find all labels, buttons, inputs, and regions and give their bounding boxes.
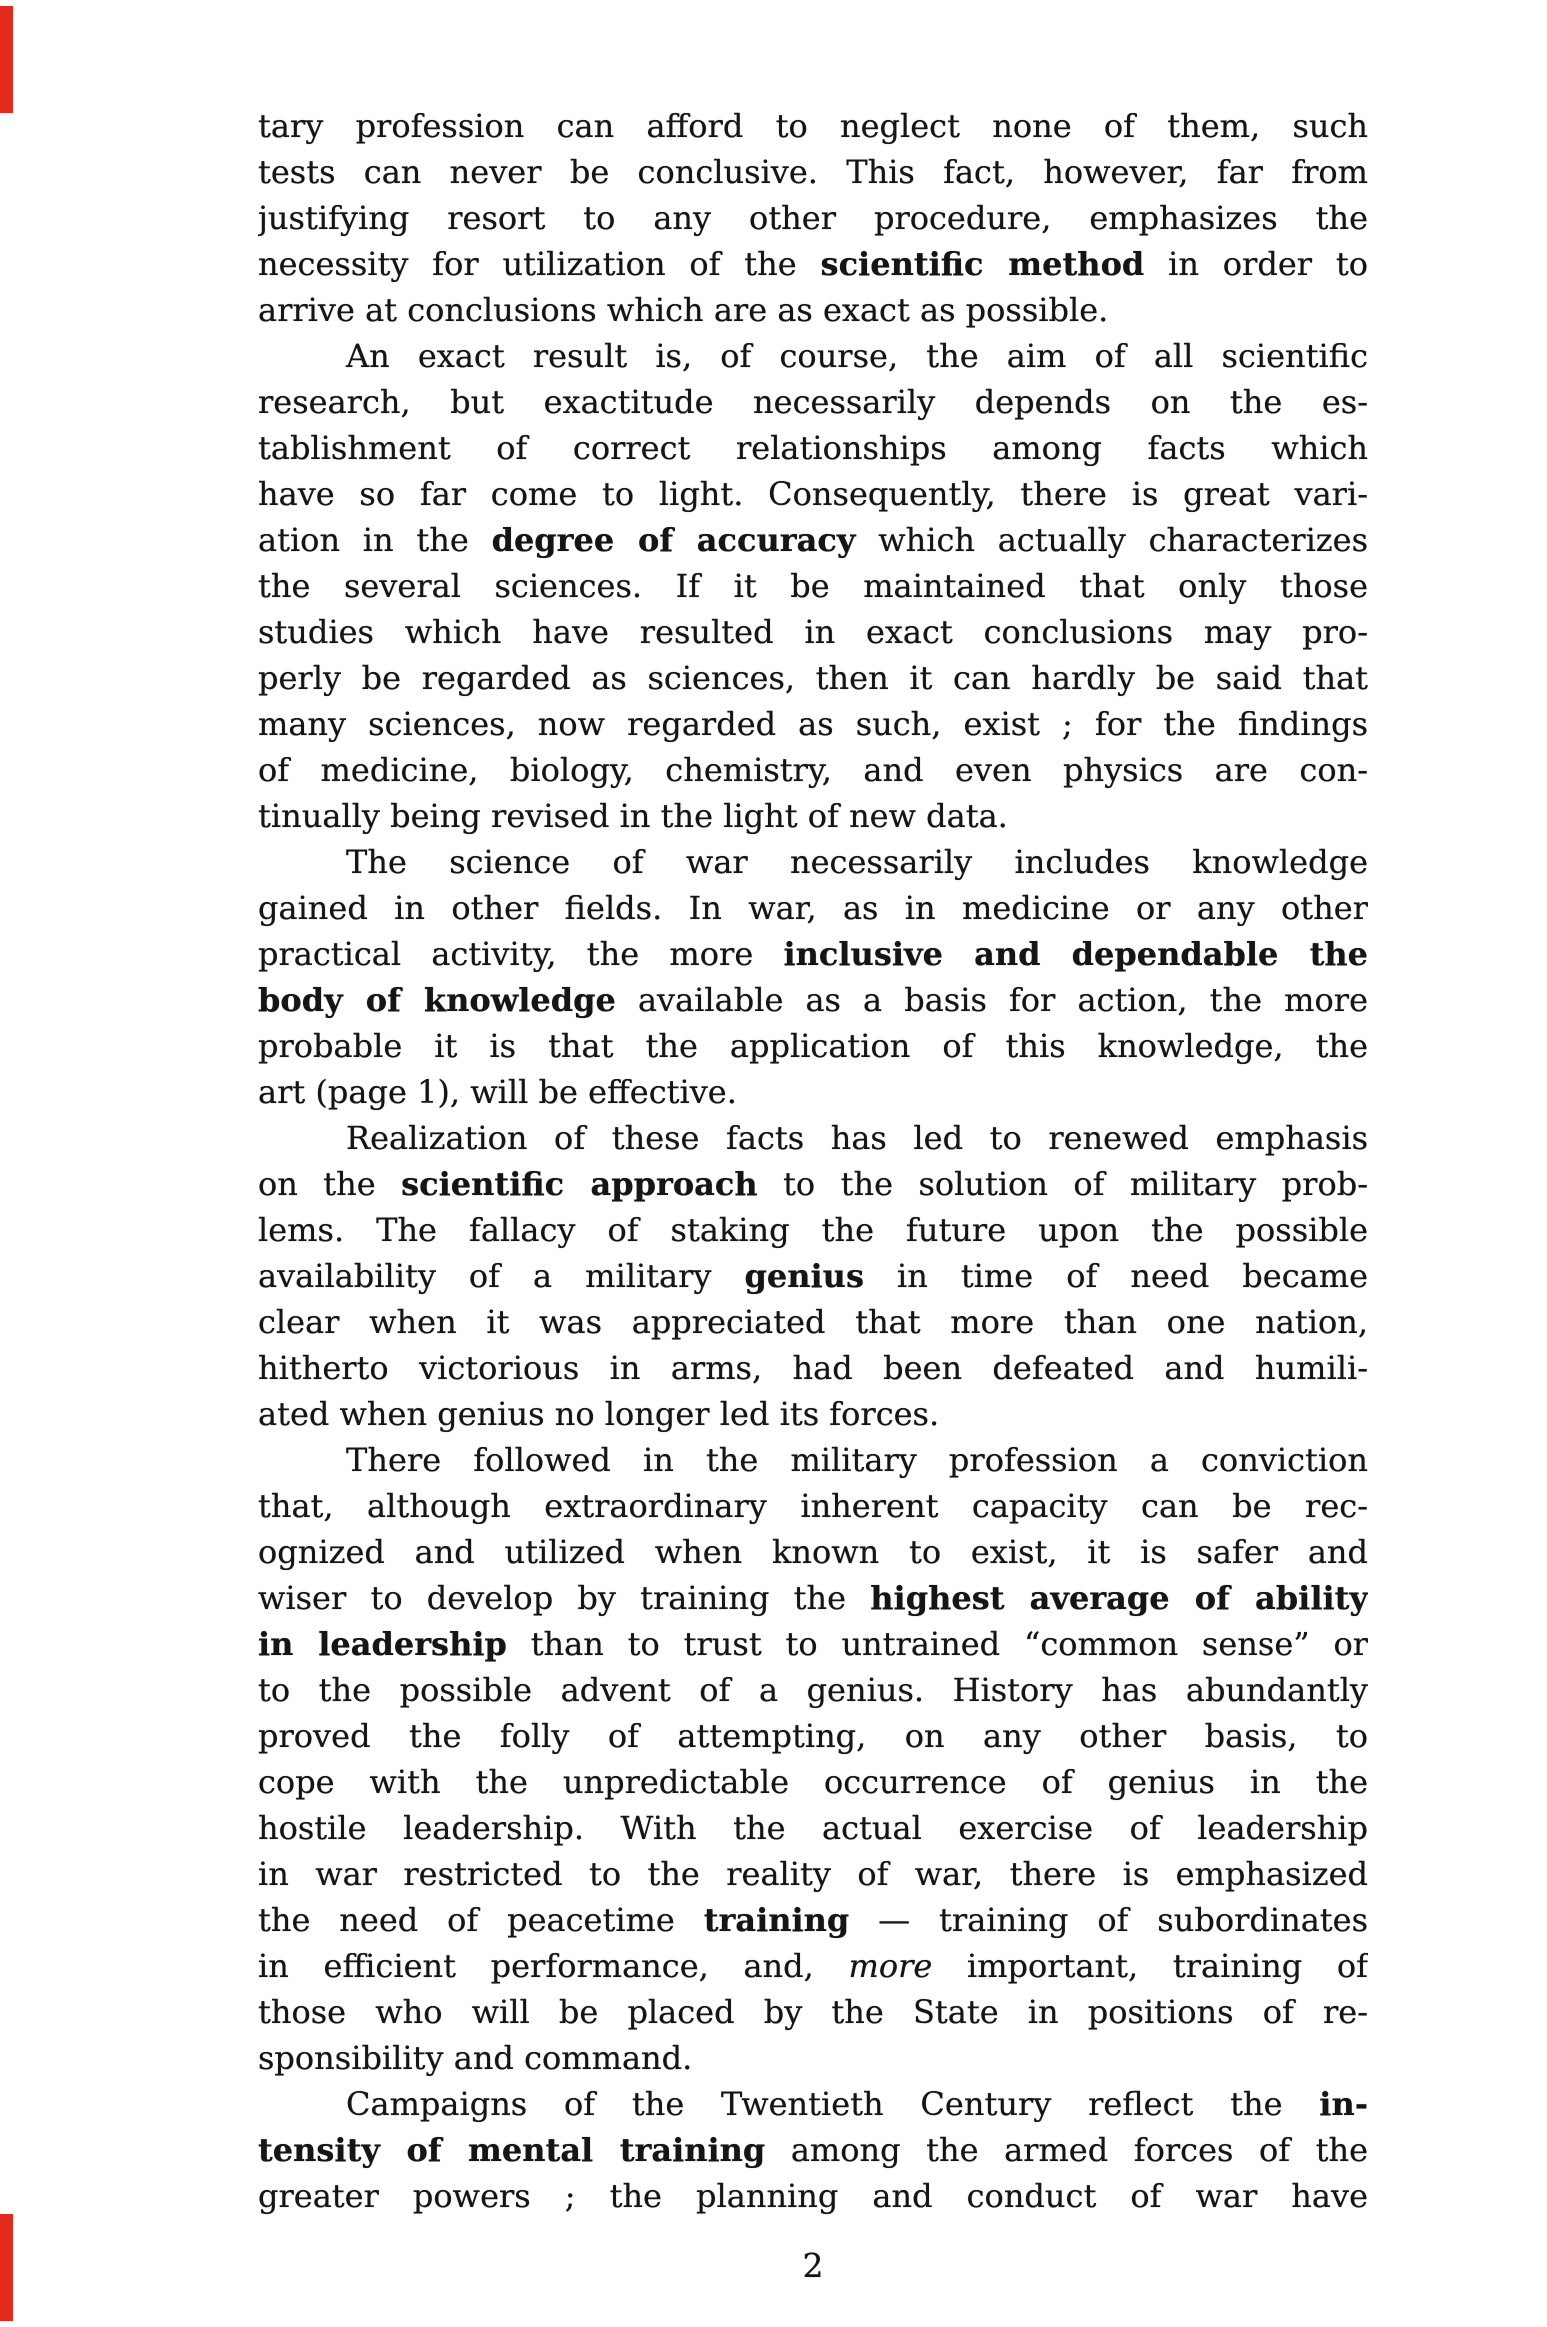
text-line: tablishment of correct relationships among facts which [258, 429, 1368, 467]
text-line: those who will be placed by the State in positions of re- [258, 1993, 1368, 2031]
text-line: tary profession can afford to neglect none of them, such [258, 107, 1368, 145]
text-line: The science of war necessarily includes knowledge [346, 843, 1368, 881]
text-line: of medicine, biology, chemistry, and even physics are con- [258, 751, 1368, 789]
text-line: to the possible advent of a genius. History has abundantly [258, 1671, 1368, 1709]
page-number: 2 [802, 2246, 824, 2285]
text-line: justifying resort to any other procedure, emphasizes the [258, 199, 1368, 237]
text-line: the need of peacetime training — training of subordinates [258, 1901, 1368, 1939]
text-line: art (page 1), will be effective. [258, 1073, 737, 1111]
text-line: research, but exactitude necessarily depends on the es- [258, 383, 1368, 421]
text-line: body of knowledge available as a basis for action, the more [258, 981, 1368, 1019]
text-line: gained in other fields. In war, as in medicine or any other [258, 889, 1368, 927]
text-line: wiser to develop by training the highest average of ability [258, 1579, 1368, 1617]
text-column [258, 103, 1368, 2286]
text-line: hitherto victorious in arms, had been defeated and humili- [258, 1349, 1368, 1387]
red-edge-mark-top [0, 6, 13, 113]
text-lines [258, 103, 1368, 2219]
text-line: practical activity, the more inclusive and dependable the [258, 935, 1368, 973]
text-line: probable it is that the application of this knowledge, the [258, 1027, 1368, 1065]
text-line: in war restricted to the reality of war, there is emphasized [258, 1855, 1368, 1893]
text-line: sponsibility and command. [258, 2039, 693, 2077]
text-line: tensity of mental training among the armed forces of the [258, 2131, 1368, 2169]
text-line: ation in the degree of accuracy which actually characterizes [258, 521, 1368, 559]
text-line: in leadership than to trust to untrained “common sense” or [258, 1625, 1368, 1663]
text-line: arrive at conclusions which are as exact as possible. [258, 291, 1109, 329]
text-line: the several sciences. If it be maintained that only those [258, 567, 1368, 605]
text-line: An exact result is, of course, the aim of all scientific [346, 337, 1368, 375]
text-line: have so far come to light. Consequently, there is great vari- [258, 475, 1368, 513]
text-line: greater powers ; the planning and conduct of war have [258, 2177, 1368, 2215]
text-line: perly be regarded as sciences, then it can hardly be said that [258, 659, 1368, 697]
text-line: Campaigns of the Twentieth Century reflect the in- [346, 2085, 1368, 2123]
text-line: that, although extraordinary inherent capacity can be rec- [258, 1487, 1368, 1525]
text-line: in efficient performance, and, more important, training of [258, 1947, 1368, 1985]
text-line: necessity for utilization of the scientific method in order to [258, 245, 1368, 283]
text-line: ognized and utilized when known to exist, it is safer and [258, 1533, 1368, 1571]
text-line: studies which have resulted in exact conclusions may pro- [258, 613, 1368, 651]
text-line: There followed in the military profession a conviction [346, 1441, 1368, 1479]
text-line: tests can never be conclusive. This fact, however, far from [258, 153, 1368, 191]
text-line: proved the folly of attempting, on any other basis, to [258, 1717, 1368, 1755]
text-line: Realization of these facts has led to renewed emphasis [346, 1119, 1368, 1157]
red-edge-mark-bottom [0, 2214, 13, 2321]
text-line: ated when genius no longer led its forces. [258, 1395, 940, 1433]
text-line: cope with the unpredictable occurrence of genius in the [258, 1763, 1368, 1801]
text-line: clear when it was appreciated that more than one nation, [258, 1303, 1368, 1341]
text-line: many sciences, now regarded as such, exist ; for the findings [258, 705, 1368, 743]
text-line: availability of a military genius in time of need became [258, 1257, 1368, 1295]
text-line: tinually being revised in the light of new data. [258, 797, 1008, 835]
text-line: hostile leadership. With the actual exercise of leadership [258, 1809, 1368, 1847]
text-line: lems. The fallacy of staking the future upon the possible [258, 1211, 1368, 1249]
text-line: on the scientific approach to the solution of military prob- [258, 1165, 1368, 1203]
